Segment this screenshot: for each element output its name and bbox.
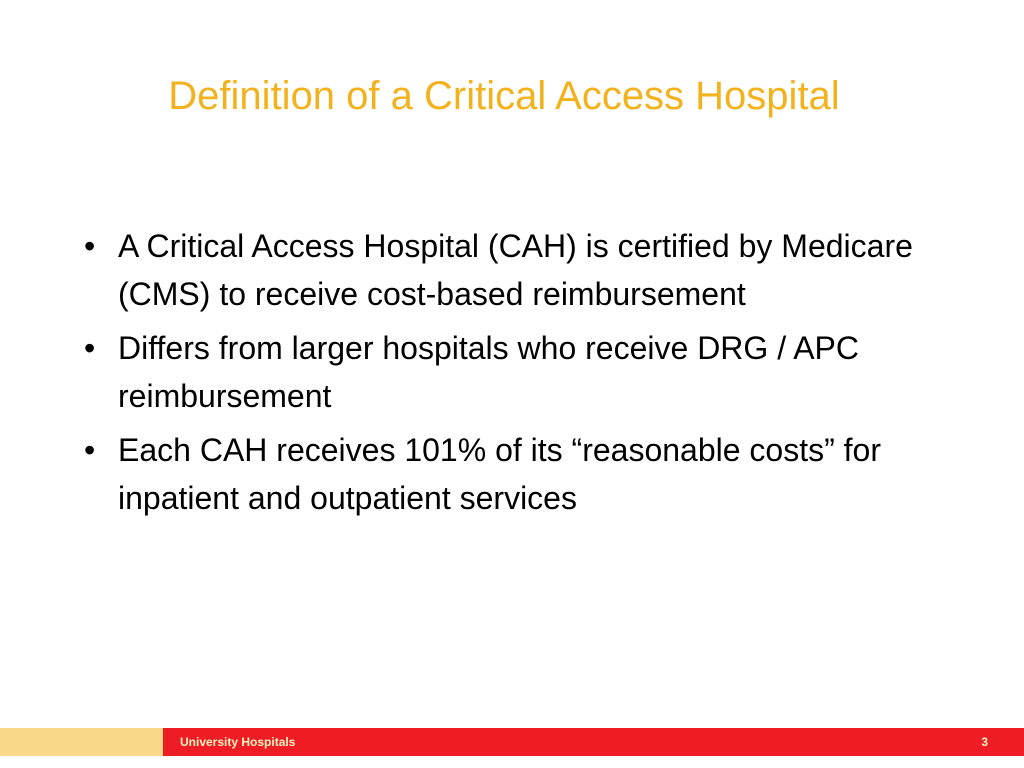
bullet-text: Each CAH receives 101% of its “reasonable costs” for inpatient and outpatient services (118, 432, 881, 516)
bullet-icon: • (84, 432, 96, 468)
bullet-text: Differs from larger hospitals who receive DRG / APC reimbursement (118, 330, 859, 414)
footer-bar (0, 728, 1024, 756)
bullet-item (84, 222, 944, 318)
page-number: 3 (981, 735, 988, 749)
bullet-icon: • (84, 228, 96, 264)
bullet-icon: • (84, 330, 96, 366)
slide-title: Definition of a Critical Access Hospital (168, 74, 840, 118)
footer-organization: University Hospitals (180, 735, 296, 749)
footer-accent-block (0, 728, 163, 756)
bullet-list (84, 222, 944, 528)
bullet-item (84, 324, 944, 420)
bullet-item (84, 426, 944, 522)
bullet-text: A Critical Access Hospital (CAH) is certified by Medicare (CMS) to receive cost-based reimbursement (118, 228, 913, 312)
